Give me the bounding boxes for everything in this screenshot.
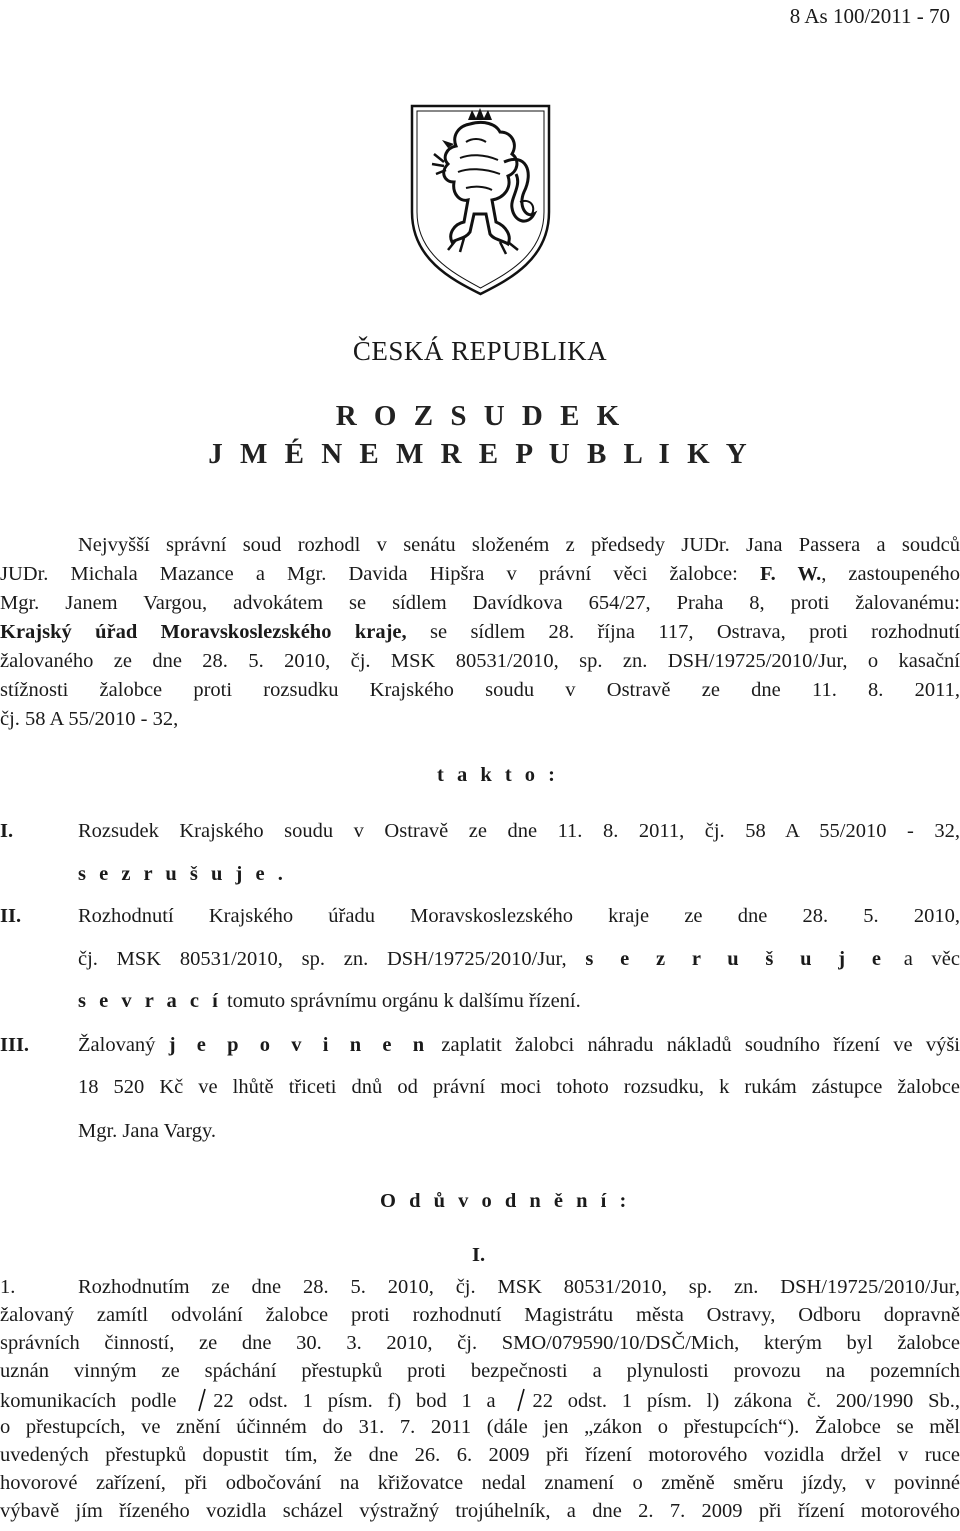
in-name-of-republic: J M É N E M R E P U B L I K Y [208,438,752,470]
reasoning-section-number: I. [472,1244,486,1266]
intro-line-4 [0,621,960,644]
ruling-ii-number: II. [0,905,22,927]
section-sign-icon [197,1388,207,1412]
ruling-ii-and-matter: a věc [903,948,960,970]
law-ref-1: 22 odst. 1 písm. f) bod 1 a [191,1390,495,1412]
paragraph-1-line-1: Rozhodnutím ze dne 28. 5. 2010, čj. MSK 80531/2010, sp. zn. DSH/19725/2010/Jur, [78,1276,960,1298]
paragraph-1-line-4: uznán vinným ze spáchání přestupků proti bezpečnosti a plynulosti provozu na pozemních [0,1360,960,1382]
intro-text: JUDr. Michala Mazance a Mgr. Davida Hipšra v právní věci žalobce: [0,563,738,585]
takto-heading: t a k t o : [437,764,560,786]
ruling-i-number: I. [0,820,14,842]
ruling-i-line-2: s e z r u š u j e . [78,863,287,885]
ruling-ii-line-2 [78,948,960,971]
intro-line-6: stížnosti žalobce proti rozsudku Krajského soudu v Ostravě ze dne 11. 8. 2011, [0,679,960,701]
ruling-iii-line-3: Mgr. Jana Vargy. [78,1120,216,1142]
paragraph-1-line-3: správních činností, ze dne 30. 3. 2010, čj. SMO/079590/10/DSČ/Mich, kterým byl žalobce [0,1332,960,1354]
ruling-iii-defendant: Žalovaný [78,1034,156,1056]
intro-line-2 [0,563,960,586]
law-ref-2: 22 odst. 1 písm. l) zákona č. 200/1990 Sb., [510,1390,960,1412]
defendant-name: Krajský úřad Moravskoslezského kraje, [0,621,407,643]
defendant-address: se sídlem 28. října 117, Ostrava, proti rozhodnutí [430,621,960,643]
paragraph-1-line-5 [0,1388,960,1413]
verdict-title: R O Z S U D E K [335,400,625,432]
ruling-ii-return-text: tomuto správnímu orgánu k dalšímu řízení. [226,990,581,1012]
ruling-ii-ref: čj. MSK 80531/2010, sp. zn. DSH/19725/2010/Jur, [78,948,567,970]
intro-line-7: čj. 58 A 55/2010 - 32, [0,708,179,730]
paragraph-1-line-8: hovorové zařízení, při odbočování na křižovatce nedal znamení o změně směru jízdy, v povinné [0,1472,960,1494]
ruling-iii-obliged: j e p o v i n e n [168,1034,429,1056]
ruling-i-line-1: Rozsudek Krajského soudu v Ostravě ze dne 11. 8. 2011, čj. 58 A 55/2010 - 32, [78,820,960,842]
country-name: ČESKÁ REPUBLIKA [352,336,608,366]
section-sign-icon [516,1388,526,1412]
czech-lion-coat-of-arms-icon [408,102,553,298]
paragraph-1-number: 1. [0,1276,16,1298]
ruling-ii-line-1: Rozhodnutí Krajského úřadu Moravskoslezského kraje ze dne 28. 5. 2010, [78,905,960,927]
paragraph-1-line-9: výbavě jím řízeného vozidla scházel výstražný trojúhelník, a dne 2. 7. 2009 při řízení motorového [0,1500,960,1522]
law-ref-intro: komunikacích podle [0,1390,177,1412]
case-reference: 8 As 100/2011 - 70 [789,4,950,28]
ruling-ii-annuls: s e z r u š u j e [585,948,885,970]
plaintiff-name: F. W., zastoupeného [759,563,960,585]
ruling-iii-line-1 [78,1034,960,1057]
ruling-ii-line-3 [78,990,581,1013]
ruling-iii-line-2: 18 520 Kč ve lhůtě třiceti dnů od právní moci tohoto rozsudku, k rukám zástupce žalobce [78,1076,960,1098]
reasoning-heading: O d ů v o d n ě n í : [380,1190,631,1212]
paragraph-1-line-6: o přestupcích, ve znění účinném do 31. 7. 2011 (dále jen „zákon o přestupcích“). Žalobce se měl [0,1416,960,1438]
paragraph-1-line-7: uvedených přestupků dopustit tím, že dne 26. 6. 2009 při řízení motorového vozidla držel v ruce [0,1444,960,1466]
intro-line-1: Nejvyšší správní soud rozhodl v senátu složeném z předsedy JUDr. Jana Passera a soudců [78,534,960,556]
ruling-iii-number: III. [0,1034,30,1056]
intro-line-3: Mgr. Janem Vargou, advokátem se sídlem Davídkova 654/27, Praha 8, proti žalovanému: [0,592,960,614]
intro-line-5: žalovaného ze dne 28. 5. 2010, čj. MSK 80531/2010, sp. zn. DSH/19725/2010/Jur, o kasační [0,650,960,672]
paragraph-1-line-2: žalovaný zamítl odvolání žalobce proti rozhodnutí Magistrátu města Ostravy, Odboru dopravně [0,1304,960,1326]
ruling-iii-costs: zaplatit žalobci náhradu nákladů soudního řízení ve výši [441,1034,960,1056]
ruling-ii-returns: s e v r a c í [78,990,222,1012]
